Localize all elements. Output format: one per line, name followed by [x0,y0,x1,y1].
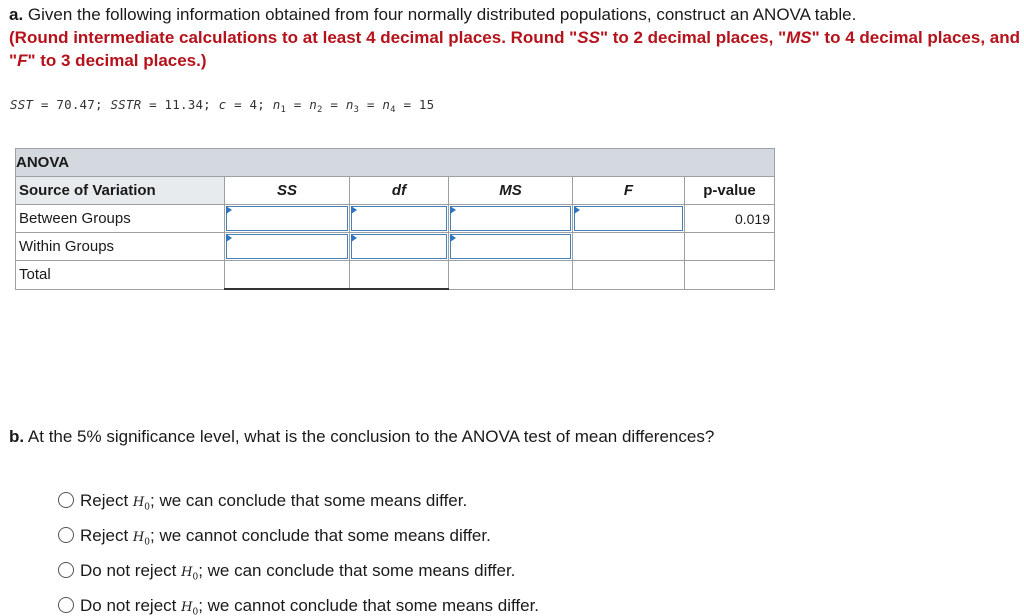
h-letter: H [132,495,145,510]
option-not-reject-cannot[interactable] [58,594,539,616]
h-letter: H [181,600,193,615]
table-header-row [16,177,775,205]
within-df-input[interactable] [350,233,448,260]
between-df-input[interactable] [350,205,448,232]
part-b-prompt: At the 5% significance level, what is the conclusion to the ANOVA test of mean differences? [27,427,715,446]
table-row-total [16,261,775,290]
between-ss-cell [225,205,350,233]
h-subscript: 0 [192,572,199,583]
header-df: df [350,177,449,205]
instruction-text: " to 4 decimal places, and " [9,28,1020,70]
n4-subscript: 4 [390,105,396,115]
option-text: Do not reject [80,561,182,580]
between-ss-input[interactable] [225,205,349,232]
answer-flag-icon [226,206,232,214]
h-subscript: 0 [192,607,199,616]
table-row-within [16,233,775,261]
option-text: ; we can conclude that some means differ. [150,491,468,510]
sst-value: = 70.47; [33,97,111,112]
h-letter: H [181,565,193,580]
instruction-text: (Round intermediate calculations to at least 4 decimal places. Round " [9,28,578,47]
sstr-label: SSTR [110,97,142,112]
between-f-input[interactable] [573,205,684,232]
radio-button[interactable] [58,492,74,508]
within-ss-cell [225,233,350,261]
total-ms-empty [449,261,573,290]
between-ms-input[interactable] [449,205,572,232]
row-label-total: Total [16,261,225,290]
option-text: ; we cannot conclude that some means differ. [198,596,540,615]
n3-symbol: n [345,97,354,112]
instruction-text: " to 3 decimal places.) [27,51,207,70]
n4-symbol: n [382,97,391,112]
option-reject-can[interactable] [58,489,539,524]
h-subscript: 0 [144,537,150,548]
answer-flag-icon [574,206,580,214]
within-f-empty [573,233,685,261]
n3-subscript: 3 [353,105,360,115]
h0-symbol [132,495,150,513]
h-subscript: 0 [144,502,150,513]
option-reject-cannot[interactable] [58,524,539,559]
radio-button[interactable] [58,562,74,578]
total-f-empty [573,261,685,290]
header-p-value: p-value [685,177,775,205]
instruction-f: F [17,51,28,70]
rounding-instruction [9,26,1021,72]
table-row-between [16,205,775,233]
total-p-empty [685,261,775,290]
answer-flag-icon [226,234,232,242]
header-ss: SS [225,177,350,205]
c-label: c [218,97,227,112]
instruction-ss: SS [577,28,600,47]
within-ss-input[interactable] [225,233,349,260]
row-label-between: Between Groups [16,205,225,233]
radio-button[interactable] [58,597,74,613]
answer-flag-icon [450,234,456,242]
between-p-value: 0.019 [685,205,775,233]
table-title: ANOVA [16,149,775,177]
total-ss-cell [225,261,350,290]
option-not-reject-can[interactable] [58,559,539,594]
within-df-cell [350,233,449,261]
within-ms-input[interactable] [449,233,572,260]
answer-flag-icon [450,206,456,214]
part-a-prompt: Given the following information obtained from four normally distributed populations, construct an ANOVA table. [27,5,857,24]
h-letter: H [132,530,145,545]
equals: = [322,97,346,112]
option-text: ; we cannot conclude that some means differ. [150,526,491,545]
anova-table [15,148,775,290]
n2-subscript: 2 [317,105,323,115]
within-p-empty [685,233,775,261]
between-f-cell [573,205,685,233]
h0-symbol [181,600,198,615]
header-source: Source of Variation [16,177,225,205]
sstr-value: = 11.34; [141,97,219,112]
equals: = [286,97,310,112]
part-b-letter: b. [9,427,25,446]
n1-subscript: 1 [280,105,287,115]
row-label-within: Within Groups [16,233,225,261]
option-text: Reject [80,491,133,510]
h0-symbol [181,565,199,583]
instruction-ms: MS [786,28,812,47]
n-value: = 15 [395,97,435,112]
header-ms: MS [449,177,573,205]
radio-button[interactable] [58,527,74,543]
answer-flag-icon [351,234,357,242]
table-title-row [16,149,775,177]
h0-symbol [132,530,150,548]
header-f: F [573,177,685,205]
part-a-question [9,4,1019,26]
total-df-cell [350,261,449,290]
option-text: Reject [80,526,133,545]
within-ms-cell [449,233,573,261]
c-value: = 4; [226,97,273,112]
given-values [10,97,435,115]
part-a-letter: a. [9,5,24,24]
n1-symbol: n [272,97,281,112]
sst-label: SST [10,97,34,112]
option-text: Do not reject [80,596,182,615]
answer-flag-icon [351,206,357,214]
between-df-cell [350,205,449,233]
option-text: ; we can conclude that some means differ. [198,561,516,580]
between-ms-cell [449,205,573,233]
answer-options [58,489,539,616]
part-b-question [9,426,714,448]
instruction-text: " to 2 decimal places, " [599,28,787,47]
equals: = [359,97,383,112]
n2-symbol: n [309,97,317,112]
